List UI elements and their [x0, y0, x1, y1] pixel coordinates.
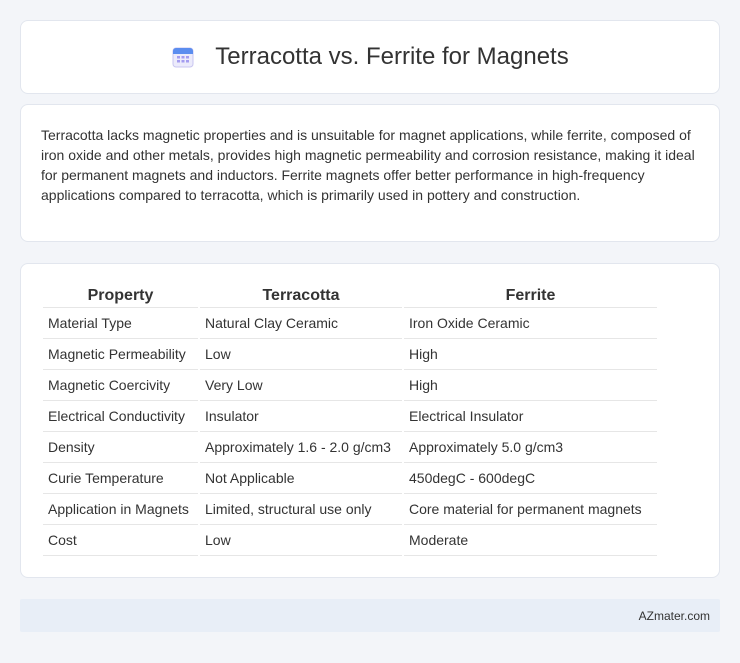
header-card [20, 20, 720, 94]
table-cell: Iron Oxide Ceramic [404, 308, 657, 339]
table-cell: Electrical Conductivity [43, 401, 198, 432]
table-cell: Moderate [404, 525, 657, 556]
table-cell: High [404, 339, 657, 370]
comparison-table [41, 285, 659, 556]
table-cell: High [404, 370, 657, 401]
table-cell: Low [200, 525, 402, 556]
table-cell: Material Type [43, 308, 198, 339]
table-row [43, 339, 657, 370]
table-cell: Very Low [200, 370, 402, 401]
footer-brand: AZmater.com [638, 609, 710, 623]
table-cell: Approximately 5.0 g/cm3 [404, 432, 657, 463]
column-header-property: Property [43, 285, 198, 308]
table-row [43, 494, 657, 525]
calendar-icon [171, 45, 195, 69]
table-cell: Core material for permanent magnets [404, 494, 657, 525]
table-cell: Insulator [200, 401, 402, 432]
table-row [43, 525, 657, 556]
table-row [43, 370, 657, 401]
table-cell: Cost [43, 525, 198, 556]
intro-card [20, 104, 720, 242]
table-row [43, 463, 657, 494]
page-title: Terracotta vs. Ferrite for Magnets [215, 43, 569, 70]
table-cell: Limited, structural use only [200, 494, 402, 525]
comparison-table-card [20, 263, 720, 578]
footer-bar [20, 599, 720, 632]
table-cell: 450degC - 600degC [404, 463, 657, 494]
title-wrap [171, 43, 568, 71]
column-header-terracotta: Terracotta [200, 285, 402, 308]
table-cell: Electrical Insulator [404, 401, 657, 432]
table-row [43, 308, 657, 339]
intro-text: Terracotta lacks magnetic properties and is unsuitable for magnet applications, while ferrite, composed of iron oxide and other metals, provides high magnetic permeability and corrosion resistance, making it ideal for permanent magnets and inductors. Ferrite magnets offer better performance in high-frequency applications compared to terracotta, which is primarily used in pottery and construction. [41, 127, 695, 203]
table-row [43, 401, 657, 432]
table-header-row [43, 285, 657, 308]
table-cell: Curie Temperature [43, 463, 198, 494]
table-cell: Approximately 1.6 - 2.0 g/cm3 [200, 432, 402, 463]
table-cell: Magnetic Permeability [43, 339, 198, 370]
table-cell: Magnetic Coercivity [43, 370, 198, 401]
table-cell: Not Applicable [200, 463, 402, 494]
table-cell: Natural Clay Ceramic [200, 308, 402, 339]
column-header-ferrite: Ferrite [404, 285, 657, 308]
table-row [43, 432, 657, 463]
table-cell: Application in Magnets [43, 494, 198, 525]
table-cell: Low [200, 339, 402, 370]
table-cell: Density [43, 432, 198, 463]
